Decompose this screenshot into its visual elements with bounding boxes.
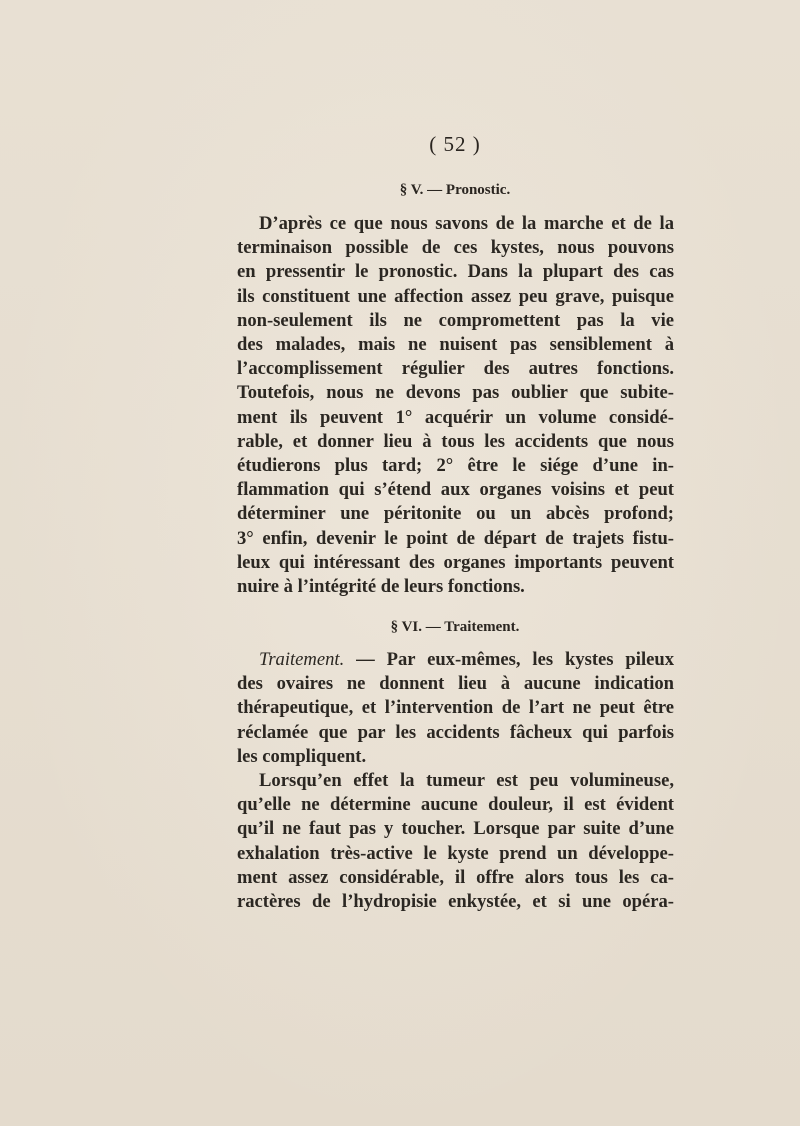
text-line: Toutefois, nous ne devons pas oublier que subite- xyxy=(237,382,674,404)
text-line-first xyxy=(237,648,674,672)
text-line: étudierons plus tard; 2° être le siége d’une in- xyxy=(237,455,674,477)
text-line: leux qui intéressant des organes importants peuvent xyxy=(237,551,674,573)
first-line-rest: — Par eux-mêmes, les kystes pileux xyxy=(344,649,674,670)
section-heading-pronostic: § V. — Pronostic. xyxy=(399,182,511,198)
text-line: exhalation très-active le kyste prend un développe- xyxy=(237,842,674,864)
text-line: terminaison possible de ces kystes, nous pouvons xyxy=(237,237,674,259)
text-line: non-seulement ils ne compromettent pas la vie xyxy=(237,309,674,331)
lead-word: Traitement. xyxy=(259,649,345,670)
text-line: 3° enfin, devenir le point de départ de trajets fistu- xyxy=(237,527,674,549)
text-line: qu’il ne faut pas y toucher. Lorsque par suite d’une xyxy=(237,818,674,840)
text-line: ractères de l’hydropisie enkystée, et si une opéra- xyxy=(237,891,674,913)
text-line: nuire à l’intégrité de leurs fonctions. xyxy=(237,576,525,598)
page-number: ( 52 ) xyxy=(429,132,481,156)
text-line: des malades, mais ne nuisent pas sensiblement à xyxy=(237,334,674,356)
paragraph-pronostic xyxy=(237,212,674,599)
text-line: ment assez considérable, il offre alors tous les ca- xyxy=(237,866,674,888)
text-line: en pressentir le pronostic. Dans la plupart des cas xyxy=(237,261,674,283)
text-line: rable, et donner lieu à tous les accidents que nous xyxy=(237,430,674,452)
text-line: thérapeutique, et l’intervention de l’art ne peut être xyxy=(237,697,674,719)
text-line: des ovaires ne donnent lieu à aucune indication xyxy=(237,673,674,695)
text-line: ils constituent une affection assez peu grave, puisque xyxy=(237,285,674,307)
text-line: Lorsqu’en effet la tumeur est peu volumineuse, xyxy=(259,770,674,792)
text-line: les compliquent. xyxy=(237,745,367,767)
text-line: déterminer une péritonite ou un abcès profond; xyxy=(237,503,674,525)
section-heading-traitement: § VI. — Traitement. xyxy=(390,619,520,635)
text-line: l’accomplissement régulier des autres fonctions. xyxy=(237,358,674,380)
text-line: réclamée que par les accidents fâcheux qui parfois xyxy=(237,721,674,743)
text-line: ment ils peuvent 1° acquérir un volume considé- xyxy=(237,406,674,428)
paragraph-traitement xyxy=(237,648,674,914)
text-line: flammation qui s’étend aux organes voisins et peut xyxy=(237,479,674,501)
text-line: qu’elle ne détermine aucune douleur, il est évident xyxy=(237,794,674,816)
text-line: D’après ce que nous savons de la marche et de la xyxy=(259,213,674,234)
